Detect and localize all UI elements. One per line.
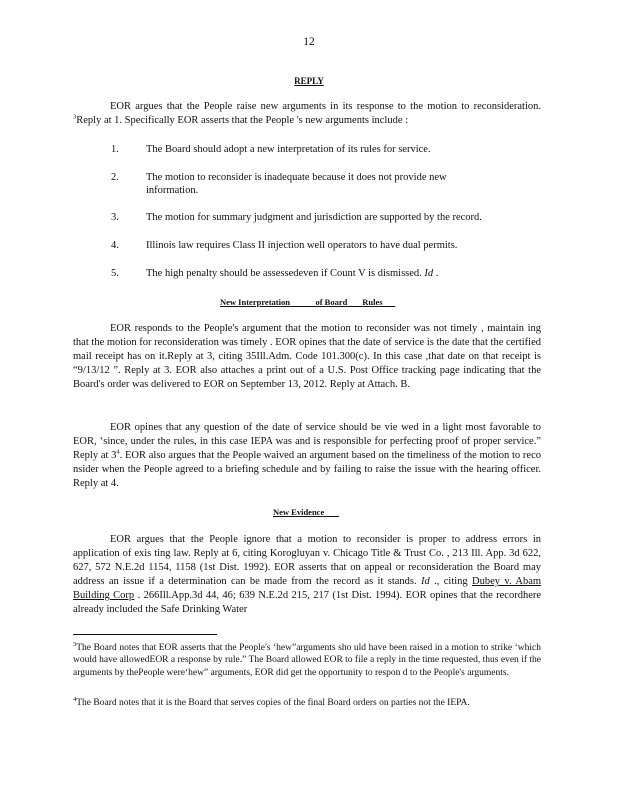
item-number: 2. (111, 172, 119, 183)
case-name: Dubey v. Abam Building Corp (73, 576, 542, 601)
item-number: 3. (111, 212, 119, 223)
footnote-4: $^4$The Board notes that it is the Board that serves copies of the final Board orders on parties not the IEPA. (73, 695, 470, 708)
item-number: 5. (111, 268, 119, 279)
subheading-new-evidence: New Evidence (273, 507, 325, 517)
intro-paragraph: EOR argues that the People raise new arguments in its response to the motion to reconsideration. $^3$Reply at 1. Specifically EOR asserts that the People 's new arguments include : (73, 101, 541, 126)
list-item: The motion to reconsider is inadequate because it does not provide new information. (146, 172, 447, 196)
list-item: The Board should adopt a new interpretation of its rules for service. (146, 144, 431, 155)
page-number: 12 (303, 36, 315, 48)
list-item: Illinois law requires Class II injection well operators to have dual permits. (146, 240, 458, 251)
section-heading: REPLY (294, 76, 324, 86)
list-item: The high penalty should be assessedeven if Count V is dismissed. Id . (146, 268, 439, 279)
footnote-ref: 4 (116, 448, 120, 456)
item-number: 1. (111, 144, 119, 155)
subheading-new-interpretation: New Interpretation of Board Rules (220, 297, 383, 307)
footnote-divider (73, 634, 217, 635)
paragraph-service-date: EOR opines that any question of the date of service should be vie wed in a light most favorable to EOR, ‘since, under the rules, in this case IEPA was and is responsible for perfecting proof of proper service.” Reply at $3^4$. EOR also argues that the People waived an argument based on the timeliness of the motion to reco nsider when the People agreed to a briefing schedule and by failing to raise the issue with the hearing officer. Reply at 4. (73, 422, 541, 489)
footnote-3: $^3$The Board notes that EOR asserts that the People's ‘hew”arguments sho uld have been raised in a motion to strike ‘which would have allowedEOR a response by rule.” The Board allowed EOR to file a reply in the time requested, thus even if the arguments by thePeople were‘hew” arguments, EOR did get the opportunity to respon d to the People's arguments. (73, 640, 541, 678)
list-item: The motion for summary judgment and jurisdiction are supported by the record. (146, 212, 482, 223)
paragraph-new-evidence: EOR argues that the People ignore that a motion to reconsider is proper to address errors in application of exis ting law. Reply at 6, citing Korogluyan v. Chicago Title & Trust Co. , 213 Ill. App. 3d 622, 627, 572 N.E.2d 1154, 1158 (1st Dist. 1992). EOR asserts that on appeal or reconsideration the Board may address an issue if a determination can be made from the record as it stands. Id ., citing Dubey v. Abam Building Corp . 266Ill.App.3d 44, 46; 639 N.E.2d 215, 217 (1st Dist. 1994). EOR opines that the recordhere already included the Safe Drinking Water (73, 534, 542, 615)
paragraph-timeliness: EOR responds to the People's argument that the motion to reconsider was not timely , maintain ing that the motion for reconsideration was timely . EOR opines that the date of service is the date that the certified mail receipt has on it.Reply at 3, citing 35Ill.Adm. Code 101.300(c). In this case ,that date on that receipt is “9/13/12 ”. Reply at 3. EOR also attaches a print out of a U.S. Post Office tracking page indicating that the Board's order was delivered to EOR on September 13, 2012. Reply at Attach. B. (73, 323, 541, 390)
footnote-ref: 3 (73, 113, 77, 121)
item-number: 4. (111, 240, 119, 251)
